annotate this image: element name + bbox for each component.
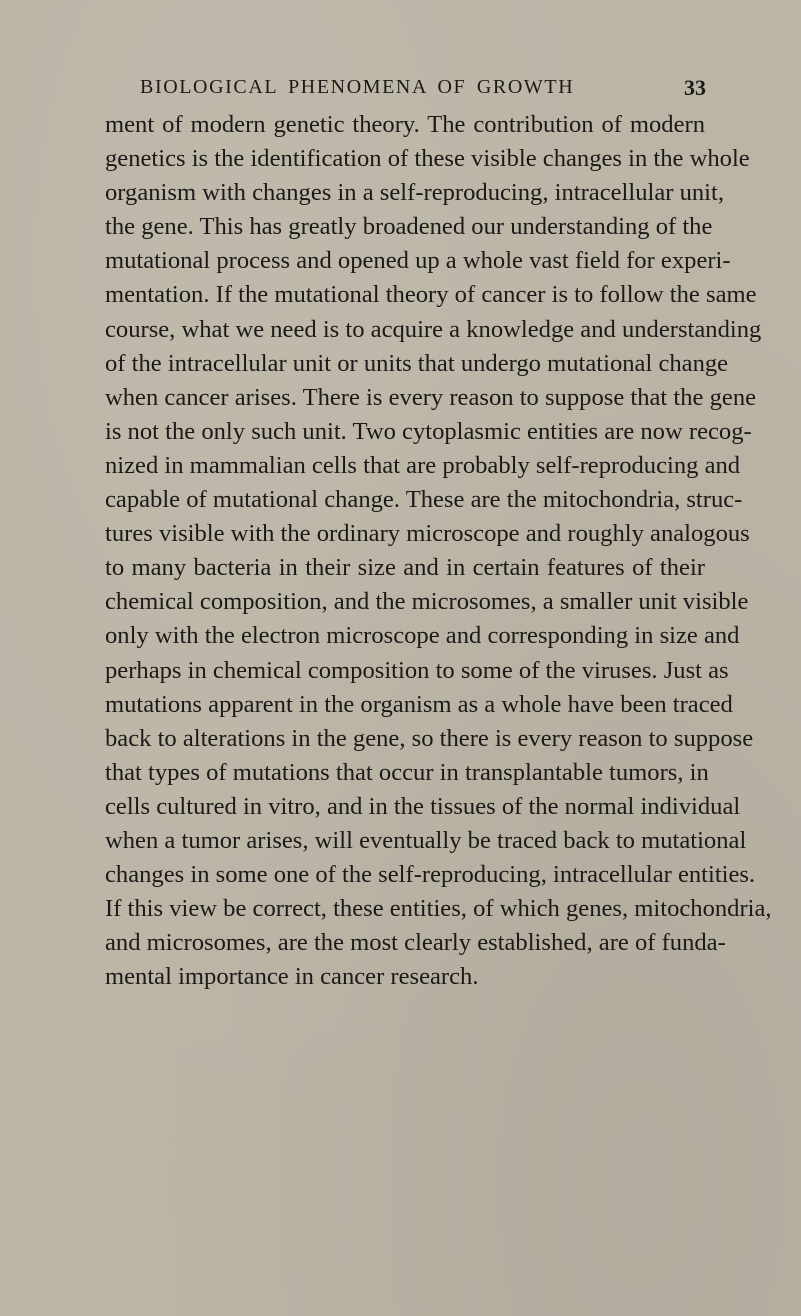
text-line: genetics is the identification of these visible changes in the whole <box>105 145 750 173</box>
text-line-last: mental importance in cancer research. <box>105 963 479 991</box>
text-line: the gene. This has greatly broadened our understanding of the <box>105 213 713 241</box>
text-line: when a tumor arises, will eventually be traced back to mutational <box>105 826 747 854</box>
text-line: is not the only such unit. Two cytoplasmic entities are now recog- <box>105 417 752 445</box>
text-line: changes in some one of the self-reproducing, intracellular entities. <box>105 861 756 889</box>
text-line: course, what we need is to acquire a knowledge and understanding <box>105 315 762 343</box>
text-line: capable of mutational change. These are the mitochondria, struc- <box>105 486 743 514</box>
body-paragraph <box>105 108 772 994</box>
text-line: chemical composition, and the microsomes, a smaller unit visible <box>105 588 749 616</box>
running-head <box>140 76 706 106</box>
text-line: mutations apparent in the organism as a whole have been traced <box>105 690 733 718</box>
running-title: BIOLOGICAL PHENOMENA OF GROWTH <box>140 76 575 98</box>
text-line: perhaps in chemical composition to some of the viruses. Just as <box>105 656 729 684</box>
text-line: mutational process and opened up a whole vast field for experi- <box>105 247 731 275</box>
text-line: back to alterations in the gene, so there is every reason to suppose <box>105 724 754 752</box>
text-line: that types of mutations that occur in transplantable tumors, in <box>105 758 709 786</box>
text-line: when cancer arises. There is every reason to suppose that the gene <box>105 383 757 411</box>
text-line: only with the electron microscope and corresponding in size and <box>105 622 740 650</box>
text-line: cells cultured in vitro, and in the tissues of the normal individual <box>105 792 741 820</box>
text-line: If this view be correct, these entities, of which genes, mitochondria, <box>105 895 772 923</box>
text-line: and microsomes, are the most clearly established, are of funda- <box>105 929 726 957</box>
text-line: ment of modern genetic theory. The contribution of modern <box>105 111 705 138</box>
text-line: organism with changes in a self-reproducing, intracellular unit, <box>105 179 724 207</box>
page-number: 33 <box>684 75 706 100</box>
text-line: to many bacteria in their size and in certain features of their <box>105 554 705 582</box>
text-line: of the intracellular unit or units that undergo mutational change <box>105 349 729 377</box>
text-line: tures visible with the ordinary microscope and roughly analogous <box>105 520 750 548</box>
text-line: nized in mammalian cells that are probably self-reproducing and <box>105 451 741 479</box>
text-line: mentation. If the mutational theory of cancer is to follow the same <box>105 281 757 309</box>
